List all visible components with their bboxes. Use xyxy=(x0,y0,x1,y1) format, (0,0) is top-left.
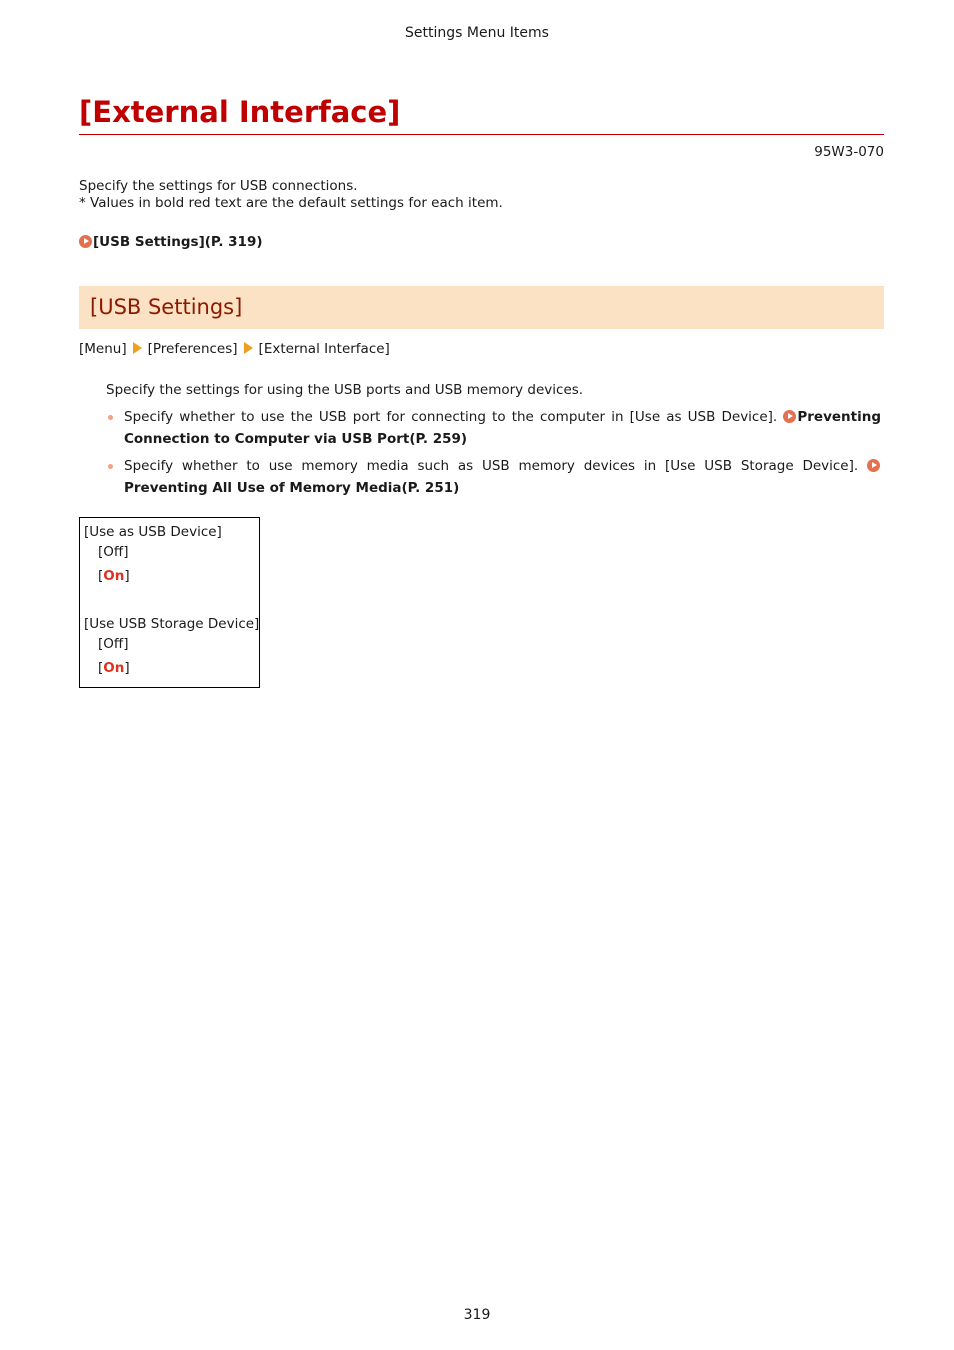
page-title: [External Interface] xyxy=(79,95,401,129)
intro-line: Specify the settings for USB connections. xyxy=(79,178,358,194)
bullet-text: Specify whether to use memory media such as USB memory devices in [Use USB Storage Device]. xyxy=(124,458,859,474)
arrow-right-icon xyxy=(244,342,253,354)
page-number: 319 xyxy=(463,1307,491,1323)
link-preventing-memory-media[interactable]: Preventing All Use of Memory Media(P. 251) xyxy=(124,480,460,496)
setting-option-default: [On] xyxy=(98,568,130,584)
breadcrumb xyxy=(79,340,390,358)
arrow-right-icon xyxy=(133,342,142,354)
circle-arrow-link-icon xyxy=(867,459,880,472)
settings-table xyxy=(79,517,260,688)
breadcrumb-item-preferences: [Preferences] xyxy=(147,341,238,357)
setting-name-use-as-usb-device: [Use as USB Device] xyxy=(84,524,222,540)
breadcrumb-item-external-interface: [External Interface] xyxy=(258,341,390,357)
setting-option-default: [On] xyxy=(98,660,130,676)
bullet-dot-icon xyxy=(108,464,113,469)
bullet-dot-icon xyxy=(108,415,113,420)
section-heading: [USB Settings] xyxy=(90,295,243,319)
setting-name-use-usb-storage-device: [Use USB Storage Device] xyxy=(84,616,260,632)
section-header-band xyxy=(79,286,884,329)
bullet-text: Specify whether to use the USB port for connecting to the computer in [Use as USB Device]. xyxy=(124,409,778,425)
option-label: Off xyxy=(103,544,124,560)
running-header: Settings Menu Items xyxy=(405,25,549,41)
option-label: Off xyxy=(103,636,124,652)
intro-note: * Values in bold red text are the default settings for each item. xyxy=(79,195,503,211)
toc-link-label: [USB Settings](P. 319) xyxy=(93,234,263,250)
title-rule xyxy=(79,134,884,135)
intro-text xyxy=(79,178,503,212)
setting-option: [Off] xyxy=(98,544,129,560)
default-option-label: On xyxy=(103,568,125,584)
document-id: 95W3-070 xyxy=(814,144,884,160)
breadcrumb-item-menu: [Menu] xyxy=(79,341,127,357)
list-item xyxy=(106,455,881,499)
circle-arrow-link-icon xyxy=(79,235,92,248)
list-item xyxy=(106,406,881,450)
circle-arrow-link-icon xyxy=(783,410,796,423)
setting-option: [Off] xyxy=(98,636,129,652)
link-preventing-usb-connection[interactable]: Preventing Connection to Computer via USB Port(P. 259) xyxy=(124,409,881,447)
default-option-label: On xyxy=(103,660,125,676)
section-description: Specify the settings for using the USB ports and USB memory devices. xyxy=(106,382,584,398)
toc-link-usb-settings[interactable] xyxy=(79,233,263,251)
